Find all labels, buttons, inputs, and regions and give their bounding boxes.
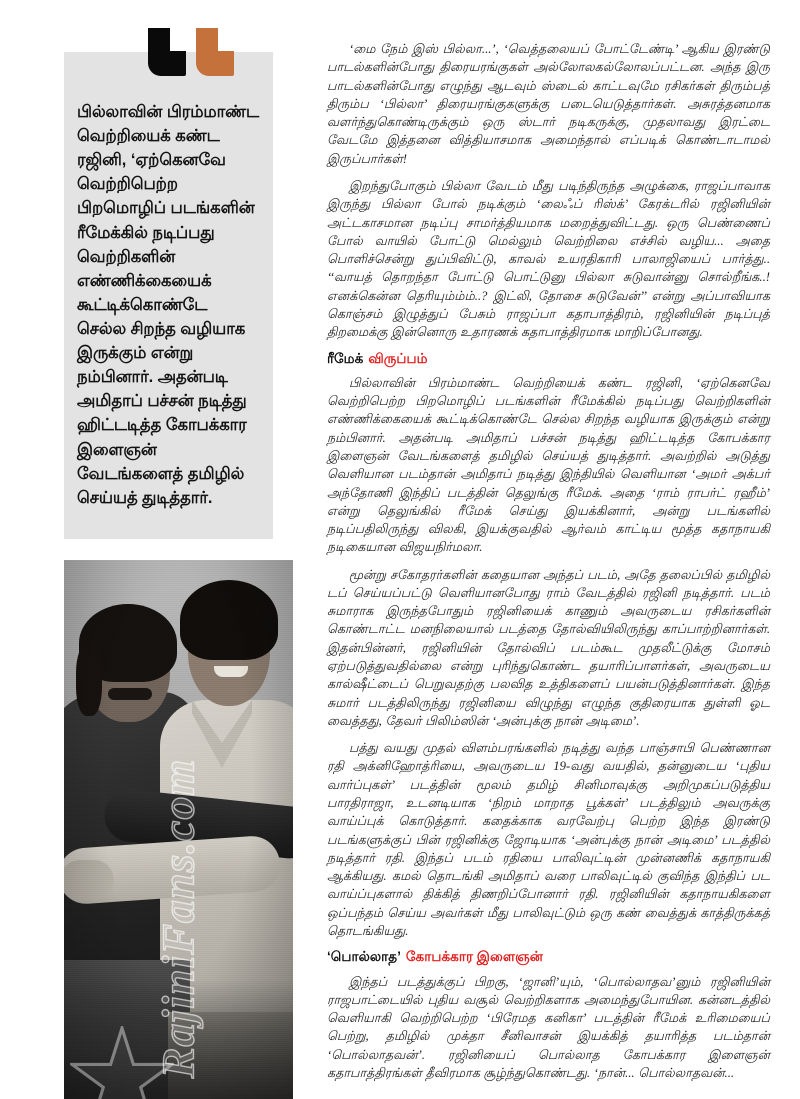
section-heading-red-part: கோபக்கார இளைஞன் <box>405 949 543 965</box>
section-heading-dark-part: ரீமேக் <box>327 350 364 366</box>
section-heading-pollatha <box>327 949 770 965</box>
article-body-column <box>327 40 770 1091</box>
article-paragraph: பில்லாவின் பிரம்மாண்ட வெற்றியைக் கண்ட ரஜினி, ‘ஏற்கெனவே வெற்றிபெற்ற பிறமொழிப் படங்களின் ரீமேக்கில் நடிப்பது வெற்றிகளின் எண்ணிக்கையைக் கூட்டிக்கொண்டே செல்ல சிறந்த வழியாக இருக்கும் என்று நம்பினார். அதன்படி அமிதாப் பச்சன் நடித்து ஹிட்டடித்த கோபக்கார இளைஞன் வேடங்களைத் தமிழில் செய்யத் துடித்தார். அவற்றில் அடுத்து வெளியான படம்தான் அமிதாப் நடித்து இந்தியில் வெளியான ‘அமர் அக்பர் அந்தோணி இந்திப் படத்தின் தெலுங்கு ரீமேக். அதை ‘ராம் ராபர்ட் ரஹீம்’ என்று தெலுங்கில் ரீமேக் செய்து இயக்கினார், அன்று படங்களில் நடிப்பதிலிருந்து விலகி, இயக்குவதில் ஆர்வம் காட்டிய மூத்த கதாநாயகி நடிகையான விஜயநிர்மலா. <box>327 375 770 555</box>
article-photo <box>64 560 293 1099</box>
article-paragraph: மூன்று சகோதரர்களின் கதையான அந்தப் படம், அதே தலைப்பில் தமிழில் டப் செய்யப்பட்டு வெளியானபோது ராம் வேடத்தில் ரஜினி நடித்தார். படம் சுமாராக இருந்தபோதும் ரஜினியைக் காணும் அவருடைய ரசிகர்களின் கொண்டாட்ட மனநிலையால் படத்தை தோல்வியிலிருந்து காப்பாற்றினார்கள். இதன்பின்னர், ரஜினியின் தோல்விப் படம்கூட முதலீட்டுக்கு மோசம் ஏற்படுத்துவதில்லை என்று புரிந்துகொண்ட தயாரிப்பாளர்கள், அவருடைய கால்ஷீட்டைப் பெறுவதற்கு பலவித உத்திகளைப் பயன்படுத்தினார்கள். இந்த சுமார் படத்திலிருந்து ரஜினியை விழுந்து எழுந்த குதிரையாக துள்ளி ஓட வைத்தது, தேவர் பிலிம்ஸின் ‘அன்புக்கு நான் அடிமை’. <box>327 567 770 728</box>
photo-grain <box>64 560 293 1099</box>
pull-quote-panel <box>64 52 273 539</box>
quote-mark-right-icon <box>196 28 234 76</box>
section-heading-red-part: விருப்பம் <box>368 350 428 366</box>
section-heading-remake <box>327 351 770 367</box>
quote-mark-icon <box>148 28 246 76</box>
quote-mark-left-icon <box>148 28 186 76</box>
article-paragraph: இந்தப் படத்துக்குப் பிறகு, ‘ஜானி’யும், ‘பொல்லாதவ’னும் ரஜினியின் ராஜபாட்டையில் புதிய வசூல் வெற்றிகளாக அமைந்துபோயின. கன்னடத்தில் வெளியாகி வெற்றிபெற்ற ‘பிரேமத கனிகா’ படத்தின் ரீமேக் உரிமையைப் பெற்று, தமிழில் முக்தா சீனிவாசன் இயக்கித் தயாரித்த படம்தான் ‘பொல்லாதவன்’. ரஜினியைப் பொல்லாத கோபக்கார இளைஞன் கதாபாத்திரங்கள் தீவிரமாக சூழ்ந்துகொண்டது. ‘நான்... பொல்லாதவன்... <box>327 974 770 1080</box>
article-paragraph: பத்து வயது முதல் விளம்பரங்களில் நடித்து வந்த பாஞ்சாபி பெண்ணான ரதி அக்னிஹோத்ரியை, அவருடைய 19-வது வயதில், தன்னுடைய ‘புதிய வார்ப்புகள்’ படத்தின் மூலம் தமிழ் சினிமாவுக்கு அறிமுகப்படுத்திய பாரதிராஜா, உடனடியாக ‘நிறம் மாறாத பூக்கள்’ படத்திலும் அவருக்கு வாய்ப்புக் கொடுத்தார். கதைக்காக வரவேற்பு பெற்ற இந்த இரண்டு படங்களுக்குப் பின் ரஜினிக்கு ஜோடியாக ‘அன்புக்கு நான் அடிமை’ படத்தில் நடித்தார் ரதி. இந்தப் படம் ரதியை பாலிவுட்டின் முன்னணிக் கதாநாயகி ஆக்கியது. கமல் தொடங்கி அமிதாப் வரை பாலிவுட்டில் குவிந்த இந்திப் பட வாய்ப்புகளால் திக்கித் திணறிப்போனார் ரதி. ரஜினியின் கதாநாயகிகளை ஒப்பந்தம் செய்ய அவர்கள் மீது பாலிவுட்டும் ஒரு கண் வைத்துக் காத்திருக்கத் தொடங்கியது. <box>327 741 770 938</box>
pull-quote-text: பில்லாவின் பிரம்மாண்ட வெற்றியைக் கண்ட ரஜினி, ‘ஏற்கெனவே வெற்றிபெற்ற பிறமொழிப் படங்களின் ரீமேக்கில் நடிப்பது வெற்றிகளின் எண்ணிக்கையைக் கூட்டிக்கொண்டே செல்ல சிறந்த வழியாக இருக்கும் என்று நம்பினார். அதன்படி அமிதாப் பச்சன் நடித்து ஹிட்டடித்த கோபக்கார இளைஞன் வேடங்களைத் தமிழில் செய்யத் துடித்தார். <box>77 103 260 507</box>
article-paragraph: ‘மை நேம் இஸ் பில்லா...’, ‘வெத்தலையப் போட்டேண்டி’ ஆகிய இரண்டு பாடல்களின்போது திரையரங்குகள் அல்லோலகல்லோலப்பட்டன. அந்த இரு பாடல்களின்போது எழுந்து ஆடவும் ஸ்டைல் காட்டவுமே ரசிகர்கள் திரும்பத் திரும்ப ‘பில்லா’ திரையரங்குகளுக்கு படையெடுத்தார்கள். அசுரத்தனமாக வளர்ந்துகொண்டிருக்கும் ஒரு ஸ்டார் நடிகருக்கு, முதலாவது இரட்டை வேடமே இத்தனை வித்தியாசமாக அமைந்தால் எப்படிக் கொண்டாடாமல் இருப்பார்கள்! <box>327 42 770 166</box>
article-paragraph: இறந்துபோகும் பில்லா வேடம் மீது படிந்திருந்த அழுக்கை, ராஜப்பாவாக இருந்து பில்லா போல் நடிக்கும் ‘லைஃப் ரிஸ்க்’ கேரக்டரில் ரஜினியின் அட்டகாசமான நடிப்பு சாமர்த்தியமாக மறைத்துவிட்டது. ஒரு பெண்ணைப் போல் வாயில் போட்டு மெல்லும் வெற்றிலை எச்சில் வழிய... அதை பொளிச்சென்று துப்பிவிட்டு, காவல் உயரதிகாரி பாலாஜியைப் பார்த்து.. ‘‘வாயத் தொறந்தா போட்டு பொட்டுனு பில்லா சுடுவான்னு சொல்றீங்க..! எனக்கென்ன தெரியும்ம்ம்..? இட்லி, தோசை சுடுவேன்’’ என்று அப்பாவியாக கொஞ்சம் இழுத்துப் பேசும் ராஜப்பா கதாபாத்திரம், ரஜினியின் நடிப்புத் திறமைக்கு இன்னொரு உதாரணக் கதாபாத்திரமாக மாறிப்போனது. <box>327 178 770 340</box>
section-heading-dark-part: ‘பொல்லாத’ <box>327 949 401 965</box>
